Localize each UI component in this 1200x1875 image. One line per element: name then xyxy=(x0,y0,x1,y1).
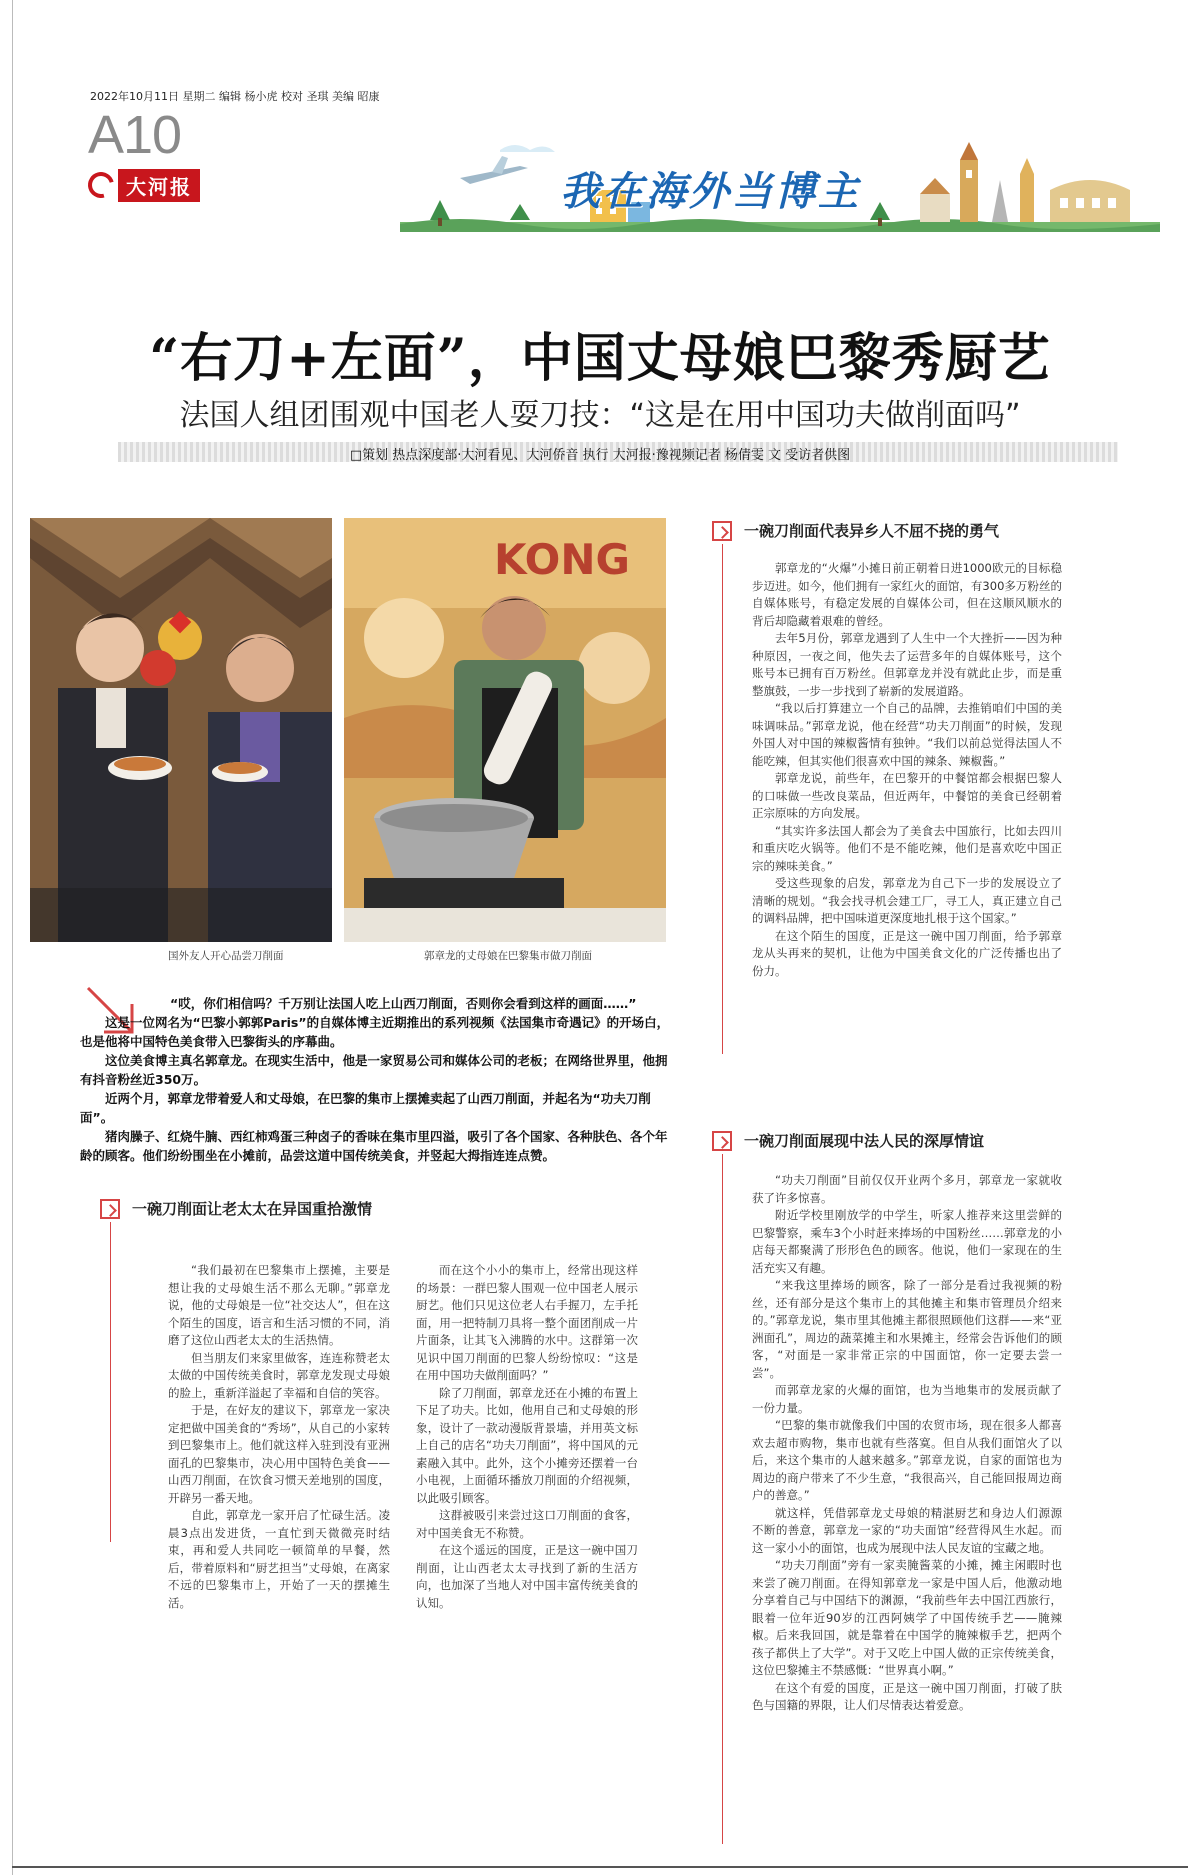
newspaper-logo xyxy=(88,170,200,200)
paragraph: 去年5月份，郭章龙遇到了人生中一个大挫折——因为种种原因，一夜之间，他失去了运营多年的自媒体账号，这个账号本已拥有百万粉丝。但郭章龙并没有就此止步，而是重整旗鼓，一步一步找到了崭新的发展道路。 xyxy=(752,631,1062,698)
paragraph: “其实许多法国人都会为了美食去中国旅行，比如去四川和重庆吃火锅等。他们不是不能吃辣，他们是喜欢吃中国正宗的辣味美食。” xyxy=(752,823,1062,873)
lead-paragraph: 近两个月，郭章龙带着爱人和丈母娘，在巴黎的集市上摆摊卖起了山西刀削面，并起名为“功夫刀削面”。 xyxy=(80,1091,651,1125)
section-title: 一碗刀削面代表异乡人不屈不挠的勇气 xyxy=(744,522,1000,540)
lead-paragraph: 猪肉臊子、红烧牛腩、西红柿鸡蛋三种卤子的香味在集市里四溢，吸引了各个国家、各种肤色、各个年龄的顾客。他们纷纷围坐在小摊前，品尝这道中国传统美食，并竖起大拇指连连点赞。 xyxy=(80,1129,668,1163)
paragraph: “我以后打算建立一个自己的品牌，去推销咱们中国的美味调味品。”郭章龙说，他在经营“功夫刀削面”的时候，发现外国人对中国的辣椒酱情有独钟。“我们以前总觉得法国人不能吃辣，但其实他们很喜欢中国的辣条、辣椒酱。” xyxy=(752,701,1062,768)
dateline: 2022年10月11日 星期二 编辑 杨小虎 校对 圣琪 美编 昭康 xyxy=(90,90,380,103)
paragraph: 就这样，凭借郭章龙丈母娘的精湛厨艺和身边人们源源不断的善意，郭章龙一家的“功夫面馆”经营得风生水起。而这一家小小的面馆，也成为展现中法人民友谊的宝藏之地。 xyxy=(752,1505,1062,1555)
section-rule xyxy=(110,1222,111,1542)
newspaper-page xyxy=(22,60,1178,1860)
section-3-column xyxy=(752,1172,1062,1715)
lead-paragraph: 这是一位网名为“巴黎小郭郭Paris”的自媒体博主近期推出的系列视频《法国集市奇遇记》的开场白，也是他将中国特色美食带入巴黎街头的序幕曲。 xyxy=(80,1015,670,1049)
photo-caption: 国外友人开心品尝刀削面 xyxy=(168,950,284,962)
section-title: 一碗刀削面展现中法人民的深厚情谊 xyxy=(744,1132,985,1150)
paragraph: 这群被吸引来尝过这口刀削面的食客，对中国美食无不称赞。 xyxy=(416,1508,638,1540)
section-heading xyxy=(712,520,999,541)
lead-paragraphs xyxy=(80,994,670,1165)
paragraph: 在这个陌生的国度，正是这一碗中国刀削面，给予郭章龙从头再来的契机，让他为中国美食文化的广泛传播也出了份力。 xyxy=(752,928,1062,978)
paragraph: 在这个有爱的国度，正是这一碗中国刀削面，打破了肤色与国籍的界限，让人们尽情表达着爱意。 xyxy=(752,1680,1062,1712)
paragraph: 于是，在好友的建议下，郭章龙一家决定把做中国美食的“秀场”，从自己的小家转到巴黎集市上。他们就这样入驻到没有亚洲面孔的巴黎集市，决心用中国特色美食——山西刀削面，在饮食习惯天差地别的国度，开辟另一番天地。 xyxy=(168,1403,390,1505)
section-heading xyxy=(712,1130,984,1151)
paragraph: 郭章龙的“火爆”小摊日前正朝着日进1000欧元的目标稳步迈进。如今，他们拥有一家红火的面馆，有300多万粉丝的自媒体账号，有稳定发展的自媒体公司，但在这顺风顺水的背后却隐藏着艰难的曾经。 xyxy=(752,561,1062,628)
subheadline: 法国人组团围观中国老人耍刀技：“这是在用中国功夫做削面吗” xyxy=(179,398,1021,433)
photo-caption: 郭章龙的丈母娘在巴黎集市做刀削面 xyxy=(424,950,592,962)
photo-friends-eating xyxy=(30,518,332,942)
section-rule xyxy=(722,544,723,1054)
paragraph: 除了刀削面，郭章龙还在小摊的布置上下足了功夫。比如，他用自己和丈母娘的形象，设计了一款动漫版背景墙，并用英文标上自己的店名“功夫刀削面”，将中国风的元素融入其中。此外，这个小摊旁还摆着一台小电视，上面循环播放刀削面的介绍视频，以此吸引顾客。 xyxy=(416,1385,638,1505)
section-title: 一碗刀削面让老太太在异国重拾激情 xyxy=(132,1200,373,1218)
page-bottom-rule xyxy=(12,1866,1188,1868)
paragraph: 但当朋友们来家里做客，连连称赞老太太做的中国传统美食时，郭章龙发现丈母娘的脸上，重新洋溢起了幸福和自信的笑容。 xyxy=(168,1350,390,1400)
paragraph: 在这个遥远的国度，正是这一碗中国刀削面，让山西老太太寻找到了新的生活方向，也加深了当地人对中国丰富传统美食的认知。 xyxy=(416,1543,638,1610)
section-arrow-icon xyxy=(100,1199,120,1219)
page-margin-rule xyxy=(12,0,13,1875)
paragraph: 受这些现象的启发，郭章龙为自己下一步的发展设立了清晰的规划。“我会找寻机会建工厂，寻工人，真正建立自己的调料品牌，把中国味道更深度地扎根于这个国家。” xyxy=(752,876,1062,925)
section-1-column-b xyxy=(416,1262,638,1612)
paragraph: 郭章龙说，前些年，在巴黎开的中餐馆都会根据巴黎人的口味做一些改良菜品，但近两年，中餐馆的美食已经朝着正宗原味的方向发展。 xyxy=(752,771,1062,820)
paragraph: 自此，郭章龙一家开启了忙碌生活。凌晨3点出发进货，一直忙到天微微亮时结束，再和爱人共同吃一顿简单的早餐，然后，带着原料和“厨艺担当”丈母娘，在离家不远的巴黎集市上，开始了一天的摆摊生活。 xyxy=(168,1508,390,1610)
paragraph: “巴黎的集市就像我们中国的农贸市场，现在很多人都喜欢去超市购物，集市也就有些落寞。但自从我们面馆火了以后，来这个集市的人越来越多。”郭章龙说，自家的面馆也为周边的商户带来了不少生意，“我很高兴，自己能回报周边商户的善意。” xyxy=(752,1418,1062,1502)
section-2-column xyxy=(752,560,1062,980)
section-heading xyxy=(100,1198,372,1219)
section-1-column-a xyxy=(168,1262,390,1612)
logo-swirl-icon xyxy=(83,167,119,203)
byline: □策划 热点深度部·大河看见、大河侨音 执行 大河报·豫视频记者 杨倩雯 文 受访者供图 xyxy=(349,448,851,463)
page-number: A10 xyxy=(88,105,182,165)
lead-paragraph: 这位美食博主真名郭章龙。在现实生活中，他是一家贸易公司和媒体公司的老板；在网络世界里，他拥有抖音粉丝近350万。 xyxy=(80,1053,668,1087)
photo-illustration xyxy=(30,518,332,942)
column-title: 我在海外当博主 xyxy=(560,169,861,215)
background-sign-text: KONG xyxy=(494,535,630,584)
photo-cook-noodles xyxy=(344,518,666,942)
paragraph: 而郭章龙家的火爆的面馆，也为当地集市的发展贡献了一份力量。 xyxy=(752,1383,1062,1415)
section-arrow-icon xyxy=(712,521,732,541)
paragraph: 而在这个小小的集市上，经常出现这样的场景：一群巴黎人围观一位中国老人展示厨艺。他们只见这位老人右手握刀，左手托面，用一把特制刀具将一整个面团削成一片片面条，让其飞入沸腾的水中。这群第一次见识中国刀削面的巴黎人纷纷惊叹：“这是在用中国功夫做削面吗？” xyxy=(416,1263,638,1382)
photo-illustration xyxy=(344,518,666,942)
logo-text: 大河报 xyxy=(118,169,200,202)
paragraph: 附近学校里刚放学的中学生，听家人推荐来这里尝鲜的巴黎警察，乘车3个小时赶来捧场的中国粉丝……郭章龙的小店每天都聚满了形形色色的顾客。他说，他们一家现在的生活充实又有趣。 xyxy=(752,1208,1062,1275)
paragraph: “来我这里捧场的顾客，除了一部分是看过我视频的粉丝，还有部分是这个集市上的其他摊主和集市管理员介绍来的。”郭章龙说，集市里其他摊主都很照顾他们这群——来“亚洲面孔”，周边的蔬菜摊主和水果摊主，经常会告诉他们的顾客，“对面是一家非常正宗的中国面馆，你一定要去尝一尝”。 xyxy=(752,1278,1062,1380)
headline: “右刀+左面”，中国丈母娘巴黎秀厨艺 xyxy=(149,328,1051,389)
section-rule xyxy=(722,1154,723,1844)
column-banner xyxy=(400,120,1160,240)
paragraph: “我们最初在巴黎集市上摆摊，主要是想让我的丈母娘生活不那么无聊。”郭章龙说，他的丈母娘是一位“社交达人”，但在这个陌生的国度，语言和生活习惯的不同，消磨了这位山西老太太的生活热情。 xyxy=(168,1263,390,1347)
paragraph: “功夫刀削面”旁有一家卖腌酱菜的小摊，摊主闲暇时也来尝了碗刀削面。在得知郭章龙一家是中国人后，他激动地分享着自己与中国结下的渊源，“我前些年去中国江西旅行，眼着一位年近90岁的江西阿姨学了中国传统手艺——腌辣椒。后来我回国，就是靠着在中国学的腌辣椒手艺，把两个孩子都供上了大学”。对于又吃上中国人做的正宗传统美食，这位巴黎摊主不禁感慨：“世界真小啊。” xyxy=(752,1558,1062,1677)
paragraph: “功夫刀削面”目前仅仅开业两个多月，郭章龙一家就收获了许多惊喜。 xyxy=(752,1173,1062,1205)
lead-paragraph: “哎，你们相信吗？千万别让法国人吃上山西刀削面，否则你会看到这样的画面……” xyxy=(170,996,637,1011)
section-arrow-icon xyxy=(712,1131,732,1151)
